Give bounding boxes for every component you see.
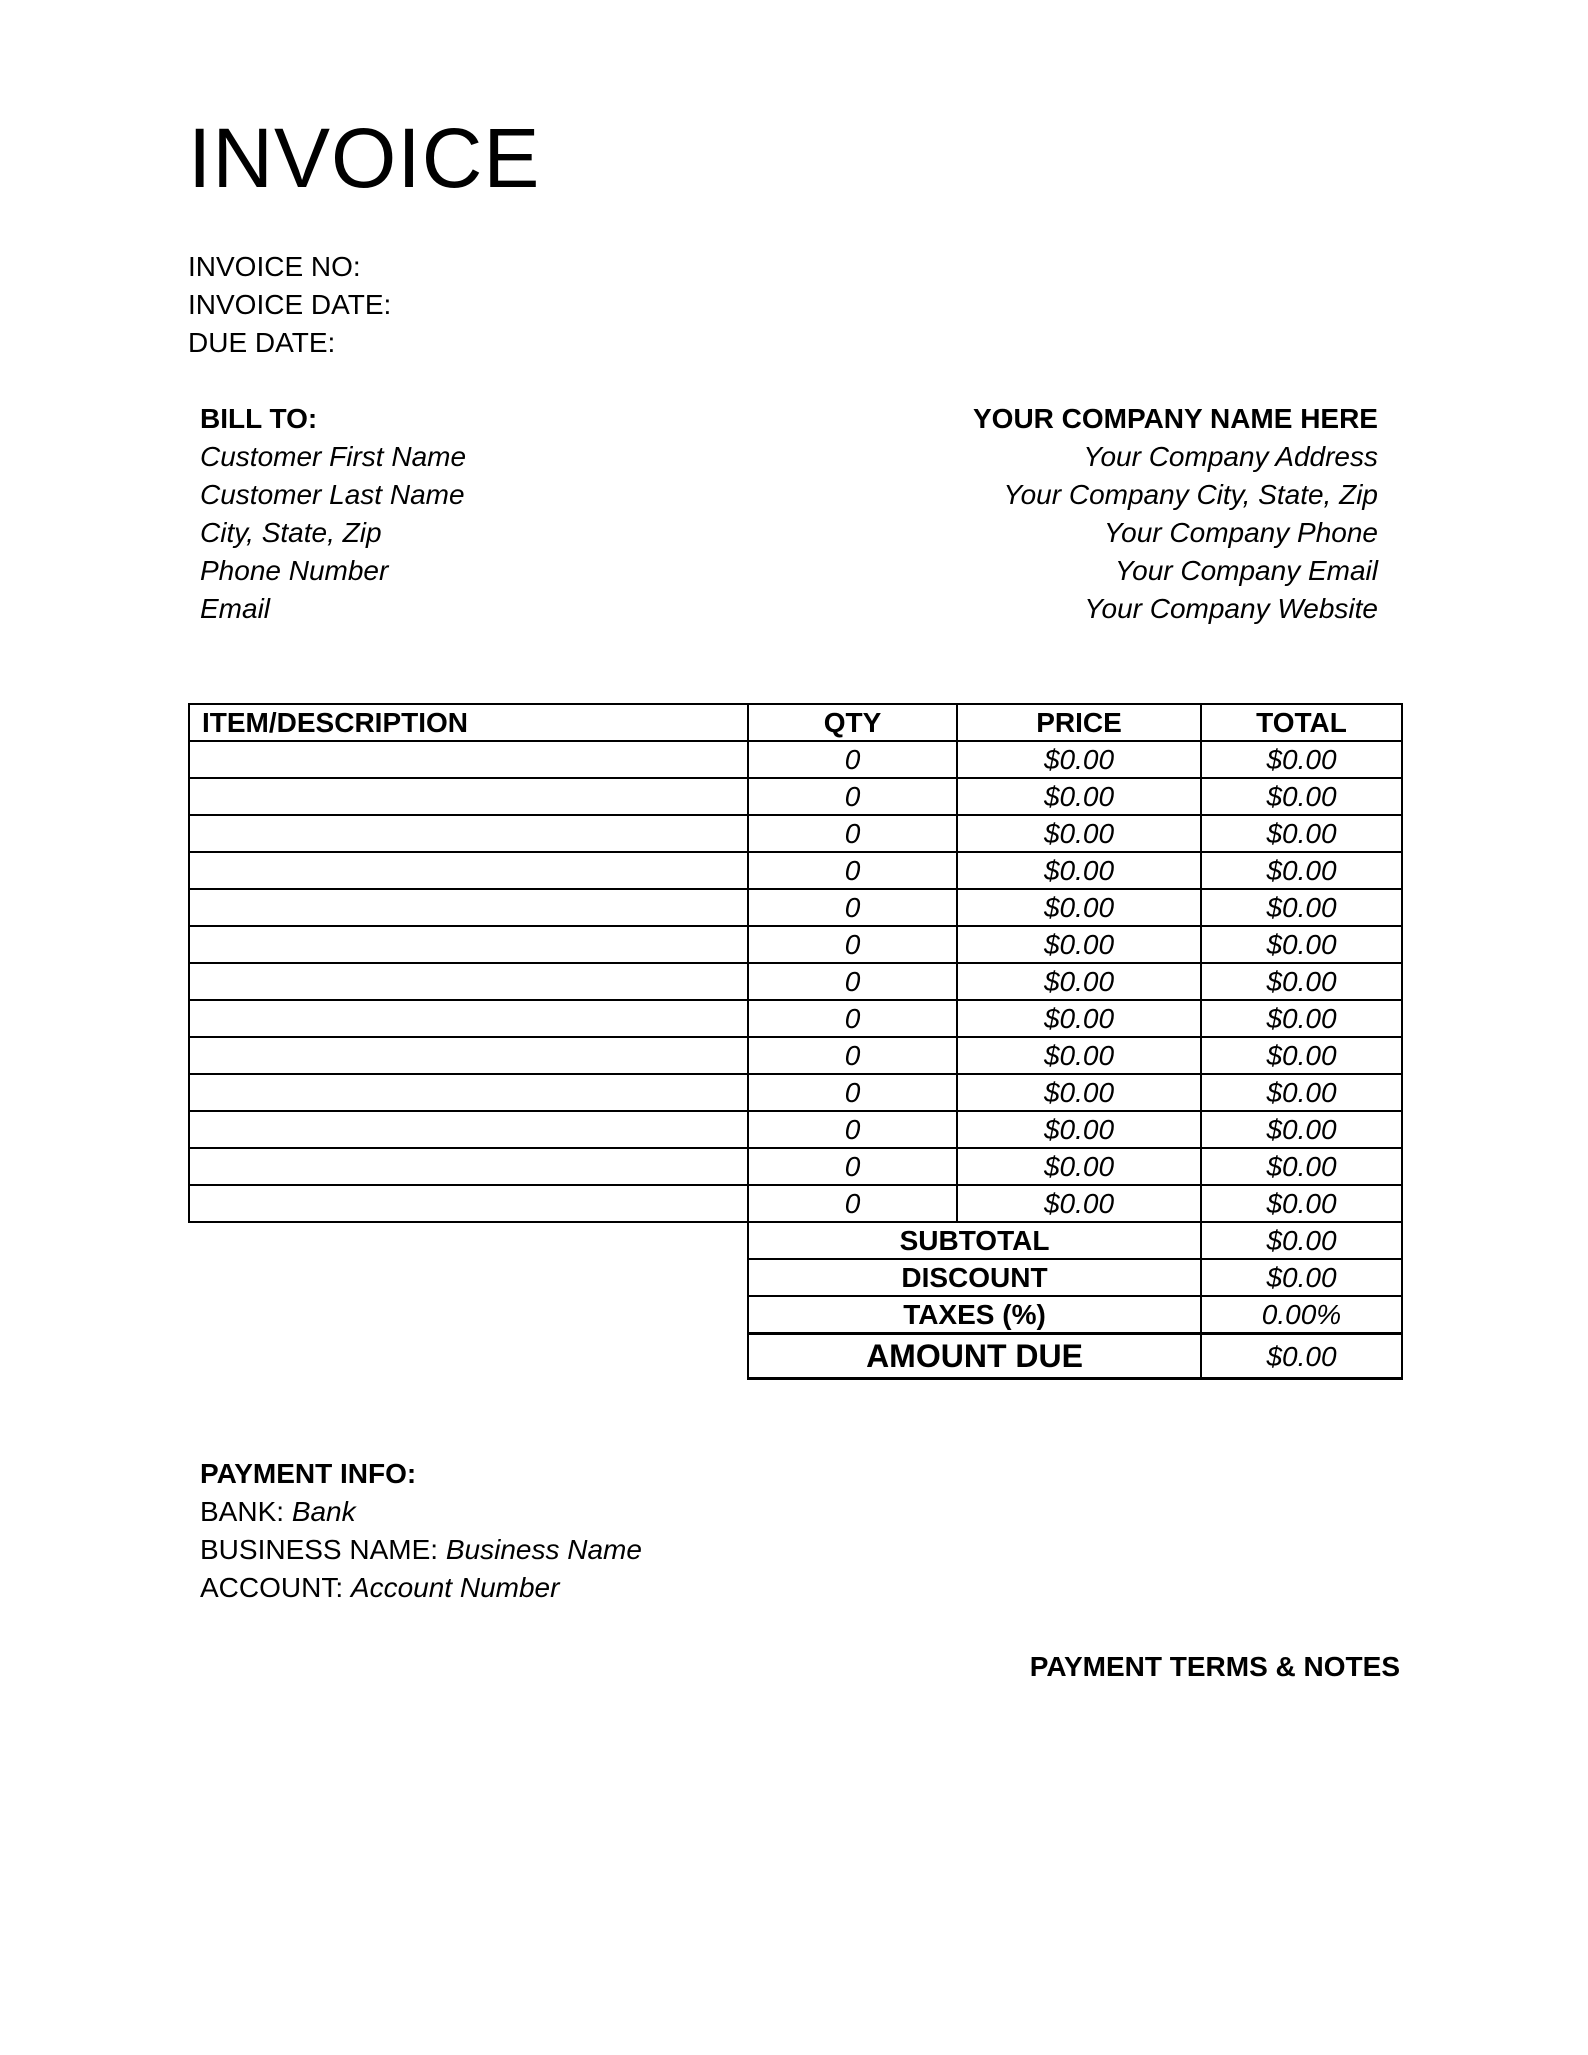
table-row xyxy=(189,889,1402,926)
company-address: Your Company Address xyxy=(1083,441,1378,472)
customer-phone: Phone Number xyxy=(200,555,389,586)
payment-info-heading: PAYMENT INFO: xyxy=(200,1458,417,1489)
item-price-cell[interactable]: $0.00 xyxy=(957,1000,1201,1037)
subtotal-value[interactable]: $0.00 xyxy=(1201,1222,1402,1259)
item-description-cell[interactable] xyxy=(189,852,748,889)
item-price-cell[interactable]: $0.00 xyxy=(957,1111,1201,1148)
company-website: Your Company Website xyxy=(1084,593,1378,624)
item-total-cell[interactable]: $0.00 xyxy=(1201,741,1402,778)
item-price-cell[interactable]: $0.00 xyxy=(957,815,1201,852)
item-description-cell[interactable] xyxy=(189,1148,748,1185)
table-row xyxy=(189,741,1402,778)
item-total-cell[interactable]: $0.00 xyxy=(1201,1111,1402,1148)
business-name-value: Business Name xyxy=(445,1534,642,1565)
item-total-cell[interactable]: $0.00 xyxy=(1201,1148,1402,1185)
summary-spacer xyxy=(189,1334,748,1379)
item-qty-cell[interactable]: 0 xyxy=(748,963,957,1000)
item-total-cell[interactable]: $0.00 xyxy=(1201,778,1402,815)
items-table xyxy=(188,703,1403,1380)
table-row xyxy=(189,1111,1402,1148)
item-qty-cell[interactable]: 0 xyxy=(748,1074,957,1111)
item-description-cell[interactable] xyxy=(189,741,748,778)
item-total-cell[interactable]: $0.00 xyxy=(1201,963,1402,1000)
item-price-cell[interactable]: $0.00 xyxy=(957,778,1201,815)
summary-spacer xyxy=(189,1296,748,1334)
item-total-cell[interactable]: $0.00 xyxy=(1201,1037,1402,1074)
taxes-value[interactable]: 0.00% xyxy=(1201,1296,1402,1334)
bank-label: BANK: xyxy=(200,1496,285,1527)
item-total-cell[interactable]: $0.00 xyxy=(1201,1185,1402,1222)
summary-spacer xyxy=(189,1222,748,1259)
table-row xyxy=(189,815,1402,852)
table-row xyxy=(189,1037,1402,1074)
discount-value[interactable]: $0.00 xyxy=(1201,1259,1402,1296)
taxes-row xyxy=(189,1296,1402,1334)
item-total-cell[interactable]: $0.00 xyxy=(1201,815,1402,852)
item-total-cell[interactable]: $0.00 xyxy=(1201,1000,1402,1037)
table-row xyxy=(189,926,1402,963)
summary-spacer xyxy=(189,1259,748,1296)
business-name-line xyxy=(200,1531,642,1569)
account-value: Account Number xyxy=(350,1572,560,1603)
item-total-cell[interactable]: $0.00 xyxy=(1201,852,1402,889)
business-name-label: BUSINESS NAME: xyxy=(200,1534,439,1565)
item-price-cell[interactable]: $0.00 xyxy=(957,1037,1201,1074)
subtotal-label: SUBTOTAL xyxy=(748,1222,1201,1259)
item-price-cell[interactable]: $0.00 xyxy=(957,741,1201,778)
table-row xyxy=(189,778,1402,815)
table-row xyxy=(189,1185,1402,1222)
item-qty-cell[interactable]: 0 xyxy=(748,1185,957,1222)
subtotal-row xyxy=(189,1222,1402,1259)
item-total-cell[interactable]: $0.00 xyxy=(1201,1074,1402,1111)
item-qty-cell[interactable]: 0 xyxy=(748,815,957,852)
invoice-no-label: INVOICE NO: xyxy=(188,251,361,282)
item-description-cell[interactable] xyxy=(189,1037,748,1074)
company-block xyxy=(973,400,1378,628)
amount-due-label: AMOUNT DUE xyxy=(748,1334,1201,1379)
customer-last-name: Customer Last Name xyxy=(200,479,465,510)
item-price-cell[interactable]: $0.00 xyxy=(957,889,1201,926)
account-label: ACCOUNT: xyxy=(200,1572,344,1603)
table-row xyxy=(189,1074,1402,1111)
item-price-cell[interactable]: $0.00 xyxy=(957,926,1201,963)
payment-info-block xyxy=(200,1455,642,1607)
table-row xyxy=(189,852,1402,889)
header-price: PRICE xyxy=(957,704,1201,741)
header-item-description: ITEM/DESCRIPTION xyxy=(189,704,748,741)
item-qty-cell[interactable]: 0 xyxy=(748,926,957,963)
item-price-cell[interactable]: $0.00 xyxy=(957,1074,1201,1111)
customer-city-state-zip: City, State, Zip xyxy=(200,517,382,548)
amount-due-row xyxy=(189,1334,1402,1379)
item-qty-cell[interactable]: 0 xyxy=(748,1000,957,1037)
item-qty-cell[interactable]: 0 xyxy=(748,889,957,926)
payment-terms-heading: PAYMENT TERMS & NOTES xyxy=(1029,1651,1400,1682)
item-price-cell[interactable]: $0.00 xyxy=(957,852,1201,889)
item-qty-cell[interactable]: 0 xyxy=(748,1111,957,1148)
bank-line xyxy=(200,1493,642,1531)
invoice-meta xyxy=(188,248,391,362)
taxes-label: TAXES (%) xyxy=(748,1296,1201,1334)
company-phone: Your Company Phone xyxy=(1104,517,1378,548)
table-row xyxy=(189,1000,1402,1037)
header-total: TOTAL xyxy=(1201,704,1402,741)
company-city-state-zip: Your Company City, State, Zip xyxy=(1003,479,1378,510)
customer-first-name: Customer First Name xyxy=(200,441,467,472)
item-description-cell[interactable] xyxy=(189,889,748,926)
bank-value: Bank xyxy=(291,1496,356,1527)
invoice-title: INVOICE xyxy=(188,111,541,205)
item-price-cell[interactable]: $0.00 xyxy=(957,1148,1201,1185)
company-name: YOUR COMPANY NAME HERE xyxy=(972,403,1378,434)
item-description-cell[interactable] xyxy=(189,926,748,963)
table-row xyxy=(189,963,1402,1000)
item-price-cell[interactable]: $0.00 xyxy=(957,1185,1201,1222)
item-total-cell[interactable]: $0.00 xyxy=(1201,926,1402,963)
item-description-cell[interactable] xyxy=(189,1185,748,1222)
table-header-row xyxy=(189,704,1402,741)
item-qty-cell[interactable]: 0 xyxy=(748,852,957,889)
item-description-cell[interactable] xyxy=(189,963,748,1000)
due-date-label: DUE DATE: xyxy=(188,327,336,358)
item-qty-cell[interactable]: 0 xyxy=(748,1148,957,1185)
discount-label: DISCOUNT xyxy=(748,1259,1201,1296)
item-description-cell[interactable] xyxy=(189,1111,748,1148)
header-qty: QTY xyxy=(748,704,957,741)
customer-email: Email xyxy=(200,593,271,624)
item-price-cell[interactable]: $0.00 xyxy=(957,963,1201,1000)
item-description-cell[interactable] xyxy=(189,778,748,815)
table-row xyxy=(189,1148,1402,1185)
item-description-cell[interactable] xyxy=(189,1000,748,1037)
item-description-cell[interactable] xyxy=(189,1074,748,1111)
invoice-date-label: INVOICE DATE: xyxy=(188,289,392,320)
item-qty-cell[interactable]: 0 xyxy=(748,778,957,815)
discount-row xyxy=(189,1259,1402,1296)
amount-due-value[interactable]: $0.00 xyxy=(1201,1334,1402,1379)
item-description-cell[interactable] xyxy=(189,815,748,852)
company-email: Your Company Email xyxy=(1114,555,1378,586)
item-total-cell[interactable]: $0.00 xyxy=(1201,889,1402,926)
item-qty-cell[interactable]: 0 xyxy=(748,1037,957,1074)
bill-to-heading: BILL TO: xyxy=(200,403,318,434)
account-line xyxy=(200,1569,642,1607)
item-qty-cell[interactable]: 0 xyxy=(748,741,957,778)
bill-to-block xyxy=(200,400,466,628)
